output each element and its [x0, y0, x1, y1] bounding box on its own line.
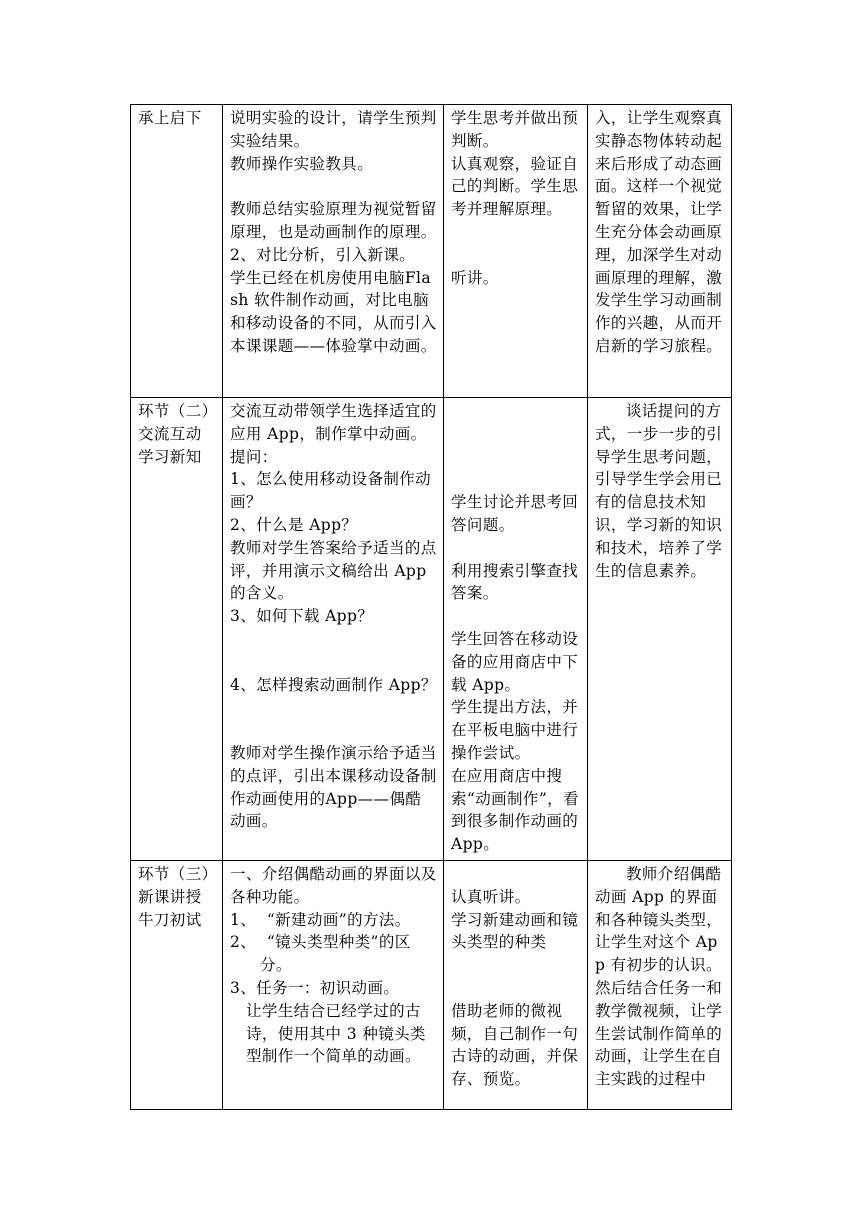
student-line: 认真听讲。: [451, 887, 531, 906]
design-intent-text: 入，让学生观察真实静态物体转动起来后形成了动态画面。这样一个视觉暂留的效果，让学生充分体会动画原理，加深学生对动画原理的理解，激发学生学习动画制作的兴趣，从而开启新的学习旅程。: [595, 109, 723, 355]
teacher-line: 1、怎么使用移动设备制作动画？: [230, 470, 432, 512]
student-line: 学生提出方法，并在平板电脑中进行操作尝试。: [451, 698, 579, 762]
teacher-activity-cell: [223, 860, 444, 1109]
student-line: [451, 468, 581, 491]
student-line: 学生回答在移动设备的应用商店中下载 App。: [451, 629, 579, 694]
student-line: [451, 221, 581, 244]
design-intent-text: 谈话提问的方式，一步一步的引导学生思考问题，引导学生学会用已有的信息技术知识，学习新的知识和技术，培养了学生的信息素养。: [595, 402, 723, 580]
teacher-line: 说明实验的设计，请学生预判实验结果。: [230, 109, 437, 150]
table-row: [131, 860, 732, 1109]
teacher-line: 提问：: [230, 447, 278, 466]
student-line: 学生讨论并思考回答问题。: [451, 493, 579, 534]
stage-label: 环节（三）: [138, 864, 218, 883]
design-intent-text: 教师介绍偶酷动画 App 的界面和各种镜头类型，让学生对这个 App 有初步的认识。然后结合任务一和教学微视频，让学生尝试制作简单的动画，让学生在自主实践的过程中: [595, 864, 723, 1089]
stage-label: 承上启下: [138, 109, 202, 127]
teacher-line: [230, 628, 437, 651]
teacher-line: 教师对学生操作演示给予适当的点评，引出本课移动设备制作动画使用的App——偶酷动画。: [230, 743, 437, 831]
student-line: 学习新建动画和镜头类型的种类: [451, 910, 579, 952]
student-line: 利用搜索引擎查找答案。: [451, 561, 579, 603]
teacher-line: 一、介绍偶酷动画的界面以及各种功能。: [230, 864, 437, 906]
student-line: 学生思考并做出预判断。: [451, 109, 579, 150]
teacher-line: 交流互动带领学生选择适宜的应用 App，制作掌中动画。: [230, 402, 437, 443]
stage-cell: [131, 398, 223, 861]
teacher-line: [230, 696, 437, 719]
teacher-line: 2、什么是 App？: [230, 515, 358, 534]
teacher-line: 教师总结实验原理为视觉暂留原理，也是动画制作的原理。: [230, 200, 437, 241]
student-line: [451, 537, 581, 560]
student-line: [451, 977, 581, 1000]
teacher-line: 1、 “新建动画”的方法。: [230, 910, 411, 929]
teacher-activity-cell: [223, 105, 444, 398]
teacher-line: 让学生结合已经学过的古诗，使用其中 3 种镜头类型制作一个简单的动画。: [246, 1001, 426, 1066]
student-line: [451, 863, 581, 886]
student-activity-cell: [444, 105, 588, 398]
teacher-line: 2、对比分析，引入新课。: [230, 245, 416, 264]
design-intent-cell: [588, 105, 732, 398]
teacher-line: 教师对学生答案给予适当的点评，并用演示文稿给出 App 的含义。: [230, 538, 437, 603]
lesson-plan-table: [130, 104, 732, 1110]
table-row: [131, 398, 732, 861]
student-line: 借助老师的微视频，自己制作一句古诗的动画，并保存、预览。: [451, 1001, 579, 1089]
stage-label: 交流互动: [138, 424, 202, 443]
teacher-line: 学生已经在机房使用电脑Flash 软件制作动画，对比电脑和移动设备的不同，从而引入本课课题——体验掌中动画。: [230, 268, 437, 355]
student-line: [451, 400, 581, 423]
stage-label: 学习新知: [138, 447, 202, 466]
stage-label: 环节（二）: [138, 402, 218, 420]
student-activity-cell: [444, 860, 588, 1109]
teacher-line: 4、怎样搜索动画制作 App？: [230, 675, 437, 694]
student-line: 听讲。: [451, 268, 499, 287]
teacher-line: [230, 719, 437, 742]
stage-label: 牛刀初试: [138, 910, 202, 929]
student-activity-cell: [444, 398, 588, 861]
teacher-line: 3、任务一：初识动画。: [230, 978, 400, 997]
student-line: 在应用商店中搜索“动画制作”，看到很多制作动画的 App。: [451, 766, 584, 854]
stage-cell: [131, 860, 223, 1109]
table-row: [131, 105, 732, 398]
stage-cell: [131, 105, 223, 398]
teacher-line: 教师操作实验教具。: [230, 154, 374, 173]
student-line: [451, 605, 581, 628]
teacher-line: [230, 651, 437, 674]
student-line: [451, 244, 581, 267]
stage-label: 新课讲授: [138, 887, 202, 906]
student-line: 认真观察，验证自己的判断。学生思考并理解原理。: [451, 154, 579, 219]
teacher-activity-cell: [223, 398, 444, 861]
design-intent-cell: [588, 398, 732, 861]
student-line: [451, 446, 581, 469]
teacher-line: 2、 “镜头类型种类”的区分。: [230, 933, 411, 975]
teacher-line: [230, 175, 437, 198]
student-line: [451, 954, 581, 977]
design-intent-cell: [588, 860, 732, 1109]
teacher-line: 3、如何下载 App？: [230, 607, 374, 626]
student-line: [451, 423, 581, 446]
